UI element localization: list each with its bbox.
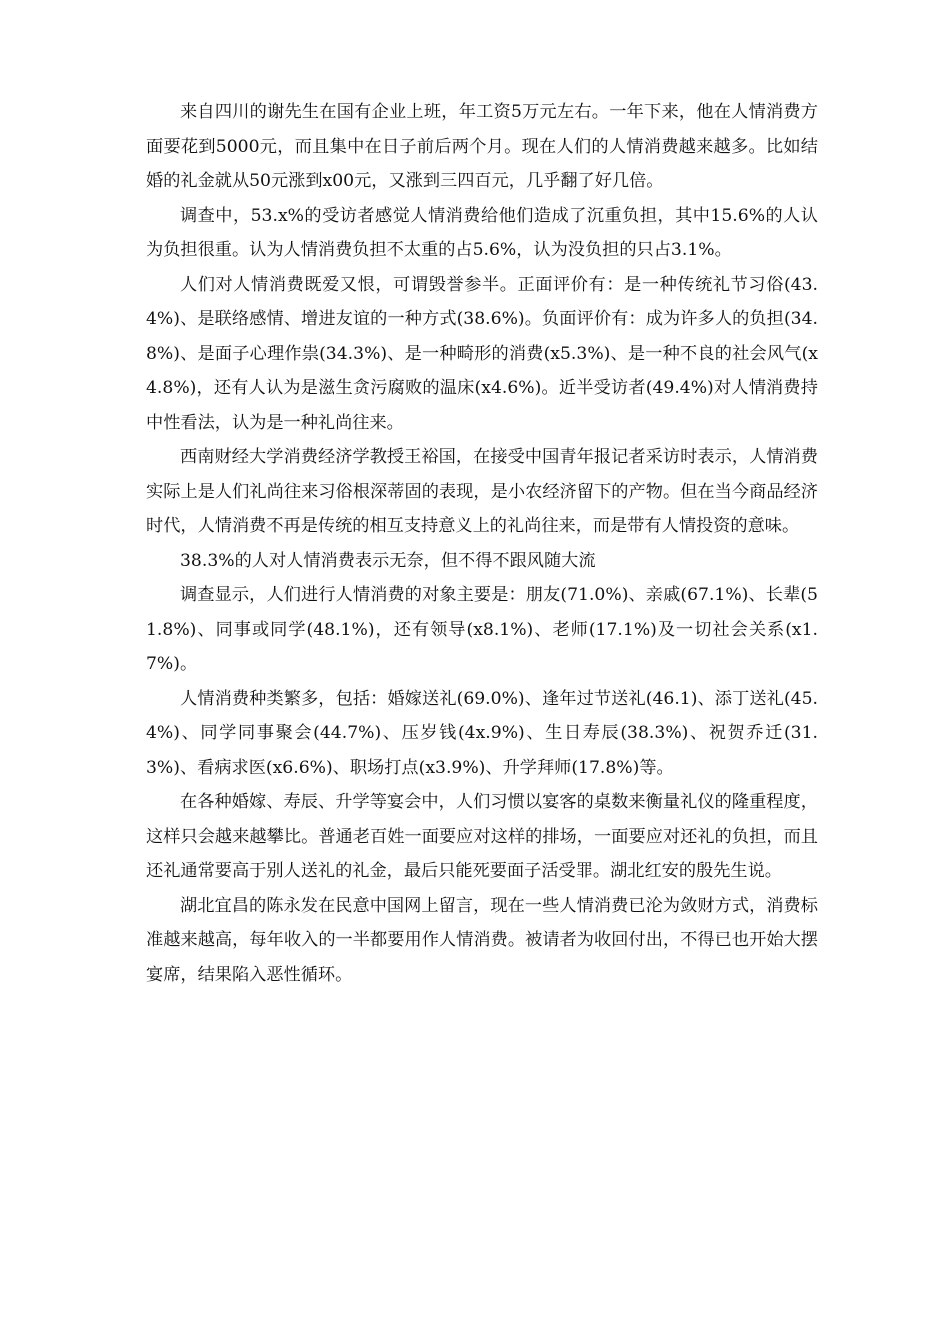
document-body bbox=[146, 95, 818, 992]
paragraph-2: 调查中，53.x%的受访者感觉人情消费给他们造成了沉重负担，其中15.6%的人认为负担很重。认为人情消费负担不太重的占5.6%，认为没负担的只占3.1%。 bbox=[146, 205, 818, 260]
paragraph-6: 人情消费种类繁多，包括：婚嫁送礼(69.0%)、逢年过节送礼(46.1)、添丁送礼(45.4%)、同学同事聚会(44.7%)、压岁钱(4x.9%)、生日寿辰(38.3%)、祝贺乔迁(31.3%)、看病求医(x6.6%)、职场打点(x3.9%)、升学拜师(17.8%)等。 bbox=[146, 688, 818, 778]
paragraph-8: 湖北宜昌的陈永发在民意中国网上留言，现在一些人情消费已沦为敛财方式，消费标准越来越高，每年收入的一半都要用作人情消费。被请者为收回付出，不得已也开始大摆宴席，结果陷入恶性循环。 bbox=[146, 895, 818, 985]
paragraph-5: 调查显示，人们进行人情消费的对象主要是：朋友(71.0%)、亲戚(67.1%)、长辈(51.8%)、同事或同学(48.1%)，还有领导(x8.1%)、老师(17.1%)及一切社会关系(x1.7%)。 bbox=[146, 585, 818, 674]
paragraph-3: 人们对人情消费既爱又恨，可谓毁誉参半。正面评价有：是一种传统礼节习俗(43.4%)、是联络感情、增进友谊的一种方式(38.6%)。负面评价有：成为许多人的负担(34.8%)、是面子心理作祟(34.3%)、是一种畸形的消费(x5.3%)、是一种不良的社会风气(x4.8%)，还有人认为是滋生贪污腐败的温床(x4.6%)。近半受访者(49.4%)对人情消费持中性看法，认为是一种礼尚往来。 bbox=[146, 274, 818, 433]
paragraph-4: 西南财经大学消费经济学教授王裕国，在接受中国青年报记者采访时表示，人情消费实际上是人们礼尚往来习俗根深蒂固的表现，是小农经济留下的产物。但在当今商品经济时代，人情消费不再是传统的相互支持意义上的礼尚往来，而是带有人情投资的意味。 bbox=[146, 447, 818, 536]
paragraph-7: 在各种婚嫁、寿辰、升学等宴会中，人们习惯以宴客的桌数来衡量礼仪的隆重程度，这样只会越来越攀比。普通老百姓一面要应对这样的排场，一面要应对还礼的负担，而且还礼通常要高于别人送礼的礼金，最后只能死要面子活受罪。湖北红安的殷先生说。 bbox=[146, 792, 818, 881]
paragraph-1: 来自四川的谢先生在国有企业上班，年工资5万元左右。一年下来，他在人情消费方面要花到5000元，而且集中在日子前后两个月。现在人们的人情消费越来越多。比如结婚的礼金就从50元涨到x00元，又涨到三四百元，几乎翻了好几倍。 bbox=[146, 102, 818, 191]
section-heading: 38.3%的人对人情消费表示无奈，但不得不跟风随大流 bbox=[180, 550, 596, 571]
